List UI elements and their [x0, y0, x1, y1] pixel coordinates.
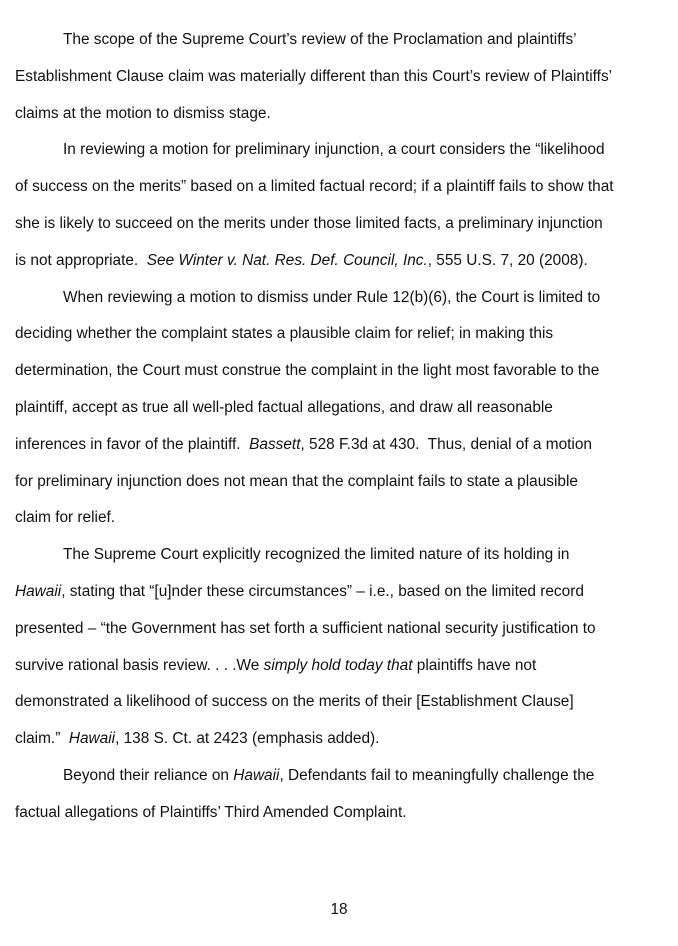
text-line	[15, 648, 655, 685]
text-line	[15, 243, 655, 280]
text-segment: inferences in favor of the plaintiff.	[15, 435, 250, 453]
text-line	[15, 132, 655, 169]
text-line	[15, 574, 655, 611]
text-segment: deciding whether the complaint states a plausible claim for relief; in making this	[15, 325, 554, 343]
text-segment: demonstrated a likelihood of success on the merits of their [Establishment Clause]	[15, 693, 574, 711]
text-segment: The Supreme Court explicitly recognized the limited nature of its holding in	[63, 546, 570, 564]
paragraph	[15, 132, 655, 279]
text-line	[15, 280, 655, 317]
text-line	[15, 500, 655, 537]
text-line	[15, 206, 655, 243]
text-line	[15, 795, 655, 832]
paragraph	[15, 22, 655, 132]
text-segment: is not appropriate.	[15, 251, 147, 269]
text-segment: , 528 F.3d at 430. Thus, denial of a motion	[300, 435, 592, 453]
text-segment: , Defendants fail to meaningfully challenge the	[279, 766, 595, 784]
italic-text: Hawaii	[68, 730, 116, 748]
text-segment: for preliminary injunction does not mean that the complaint fails to state a plausible	[15, 472, 578, 490]
text-segment: of success on the merits” based on a limited factual record; if a plaintiff fails to show that	[15, 178, 614, 196]
text-segment: plaintiffs have not	[412, 656, 537, 674]
paragraph	[15, 280, 655, 538]
text-line	[15, 427, 655, 464]
text-line	[15, 169, 655, 206]
text-line	[15, 758, 655, 795]
text-line	[15, 537, 655, 574]
text-segment: she is likely to succeed on the merits under those limited facts, a preliminary injunction	[15, 214, 603, 232]
text-line	[15, 353, 655, 390]
text-line	[15, 611, 655, 648]
text-segment: When reviewing a motion to dismiss under Rule 12(b)(6), the Court is limited to	[63, 288, 601, 306]
text-segment: , stating that “[u]nder these circumstances” – i.e., based on the limited record	[61, 582, 584, 600]
text-line	[15, 464, 655, 501]
text-segment: Establishment Clause claim was materially different than this Court’s review of Plaintiffs’	[15, 67, 613, 85]
text-segment: The scope of the Supreme Court’s review of the Proclamation and plaintiffs’	[63, 31, 577, 48]
text-line	[15, 59, 655, 96]
text-line	[15, 390, 655, 427]
text-segment: plaintiff, accept as true all well-pled factual allegations, and draw all reasonable	[15, 398, 553, 416]
italic-text: simply hold today that	[263, 656, 413, 674]
paragraph	[15, 758, 655, 832]
text-segment: , 555 U.S. 7, 20 (2008).	[427, 251, 588, 269]
text-line	[15, 22, 655, 59]
italic-text: Bassett	[249, 435, 301, 453]
text-segment: determination, the Court must construe the complaint in the light most favorable to the	[15, 362, 600, 380]
text-segment: claim for relief.	[15, 509, 116, 527]
text-segment: claim.”	[15, 730, 69, 748]
text-segment: presented – “the Government has set forth a sufficient national security justification to	[15, 619, 596, 637]
text-segment: claims at the motion to dismiss stage.	[15, 104, 271, 122]
document-body	[15, 22, 655, 832]
paragraph	[15, 537, 655, 758]
italic-text: Hawaii	[233, 766, 280, 784]
italic-text: See Winter v. Nat. Res. Def. Council, Inc.	[146, 251, 428, 269]
text-line	[15, 684, 655, 721]
text-segment: survive rational basis review. . . .We	[15, 656, 264, 674]
page-number: 18	[330, 901, 348, 918]
text-line	[15, 316, 655, 353]
text-segment: In reviewing a motion for preliminary injunction, a court considers the “likelihood	[63, 141, 605, 159]
text-line	[15, 96, 655, 133]
text-line	[15, 721, 655, 758]
text-segment: , 138 S. Ct. at 2423 (emphasis added).	[115, 730, 380, 748]
text-segment: factual allegations of Plaintiffs’ Third Amended Complaint.	[15, 803, 407, 821]
italic-text: Hawaii	[15, 582, 62, 600]
text-segment: Beyond their reliance on	[63, 766, 234, 784]
